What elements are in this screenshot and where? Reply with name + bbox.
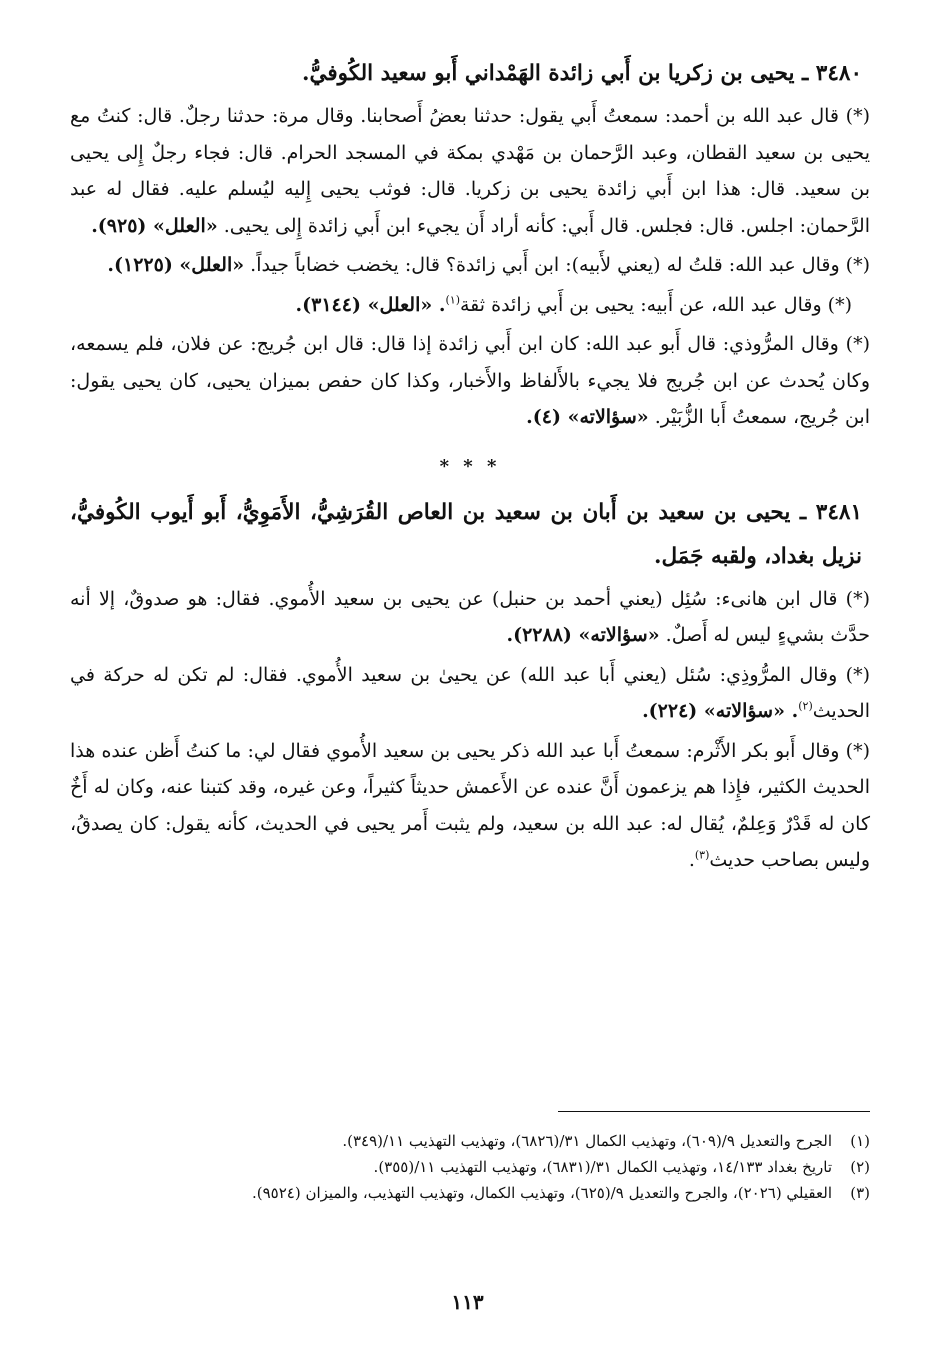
- section-separator: * * *: [439, 455, 501, 477]
- source-reference: «العلل» (٩٢٥).: [91, 214, 218, 237]
- paragraph-text: (*) وقال المرُّوذي: قال أَبو عبد الله: كان ابن أَبي زائدة إذا قال: قال ابن جُريج: عن فلان، فلم يسمعه، وكان يُحدث عن ابن جُريج فلا يجيء بالأَلفاظ والأَخبار، وكذا كان حفص بميزان يحيى، كان يحيى يقول: ابن جُريج، سمعتُ أَبا الزُّبَيْر.: [70, 333, 870, 428]
- paragraph-text: (*) وقال المرُّوذِي: سُئل (يعني أَبا عبد الله) عن يحيىٰ بن سعيد الأُموي. فقال: لم تكن له حركة في الحديث: [70, 663, 870, 722]
- footnotes: [80, 1128, 870, 1206]
- paragraph-text: (*) وقال عبد الله: قلتُ له (يعني لأَبيه): ابن أَبي زائدة؟ قال: يخضب خضاباً جيداً.: [250, 254, 870, 276]
- paragraph-text: (*) وقال عبد الله، عن أَبيه: يحيى بن أَبي زائدة ثقة: [459, 293, 852, 316]
- page-body: [70, 52, 870, 882]
- entry-3481-paragraph-1: [70, 581, 870, 654]
- paragraph-text: (*) قال عبد الله بن أحمد: سمعتُ أَبي يقول: حدثنا بعضُ أَصحابنا. وقال مرة: حدثنا رجلٌ. قال: كنتُ مع يحيى بن سعيد القطان، وعبد الرَّحمان بن مَهْدي بمكة في المسجد الحرام. قال: فجاء رجلٌ إِلى يحيى بن سعيد. قال: هذا ابن أَبي زائدة يحيى بن زكريا. قال: فوثب يحيى إِليه ليُسلم عليه. فقال له عبد الرَّحمان: اجلس. قال: فجلس. قال أَبي: كأنه أراد أَن يجيء ابن أَبي زائدة إِلى يحيى.: [70, 105, 870, 237]
- source-reference: «العلل» (١٢٢٥).: [107, 254, 245, 276]
- footnote-number: (٢): [850, 1158, 870, 1176]
- entry-3480-paragraph-2: [70, 247, 870, 284]
- footnote-divider: [558, 1111, 870, 1112]
- entry-3480-paragraph-1: [70, 98, 870, 244]
- entry-3481-paragraph-3: [70, 733, 870, 879]
- entry-3480-title: ٣٤٨٠ ـ يحيى بن زكريا بن أَبي زائدة الهَمْداني أَبو سعيد الكُوفيُّ.: [301, 61, 862, 86]
- entry-3481-paragraph-2: [70, 657, 870, 730]
- footnote-item: [80, 1154, 870, 1180]
- source-reference: «سؤالاته» (٢٢٨٨).: [506, 624, 660, 646]
- footnote-item: [80, 1128, 870, 1154]
- source-reference: «سؤالاته» (٤).: [526, 406, 649, 428]
- page-number: ١١٣: [451, 1290, 484, 1314]
- entry-3480-paragraph-3: [70, 287, 870, 324]
- paragraph-text: (*) قال ابن هانىء: سُئِل (يعني أحمد بن حنبل) عن يحيى بن سعيد الأُموي. فقال: هو صدوقٌ، إلا أنه حدَّث بشيءٍ ليس له أَصلٌ.: [70, 587, 870, 646]
- footnote-text: الجرح والتعديل ٩/(٦٠٩)، وتهذيب الكمال ٣١/(٦٨٢٦)، وتهذيب التهذيب ١١/(٣٤٩).: [342, 1132, 832, 1150]
- paragraph-text: (*) وقال أَبو بكر الأَثْرم: سمعتُ أَبا عبد الله ذكر يحيى بن سعيد الأُموي فقال لي: ما كنتُ أَظن عنده هذا الحديث الكثير، فإِذا هم يزعمون أَنَّ عنده عن الأَعمش حديثاً كثيراً، وعن غيره، وقد كتبنا عنه، وكان له أَخٌ كان له قَدْرٌ وَعِلمٌ، يُقال له: عبد الله بن سعيد، ولم يثبت أَمر يحيى في الحديث، كأنه يقول: كان يصدقُ، وليس بصاحب حديث: [70, 739, 870, 871]
- footnote-item: [80, 1180, 870, 1206]
- footnote-text: تاريخ بغداد ١٤/١٣٣، وتهذيب الكمال ٣١/(٦٨٣١)، وتهذيب التهذيب ١١/(٣٥٥).: [373, 1158, 832, 1176]
- footnote-text: العقيلي (٢٠٢٦)، والجرح والتعديل ٩/(٦٢٥)، وتهذيب الكمال، وتهذيب التهذيب، والميزان (٩٥٢٤).: [251, 1184, 832, 1202]
- paragraph-end: .: [688, 849, 695, 871]
- entry-3480-paragraph-4: [70, 326, 870, 436]
- footnote-marker[interactable]: (٢): [798, 699, 813, 713]
- footnote-marker[interactable]: (١): [445, 293, 460, 307]
- entry-3481-title: ٣٤٨١ ـ يحيى بن سعيد بن أَبان بن سعيد بن العاص القُرَشِيُّ، الأَمَوِيُّ، أَبو أَيوب الكُوفيُّ، نزيل بغداد، ولقبه جَمَل.: [70, 499, 862, 569]
- source-reference: . «سؤالاته» (٢٢٤).: [642, 700, 799, 722]
- footnote-number: (٣): [850, 1184, 870, 1202]
- source-reference: . «العلل» (٣١٤٤).: [295, 293, 446, 316]
- footnote-marker[interactable]: (٣): [694, 848, 710, 862]
- footnote-number: (١): [850, 1132, 870, 1150]
